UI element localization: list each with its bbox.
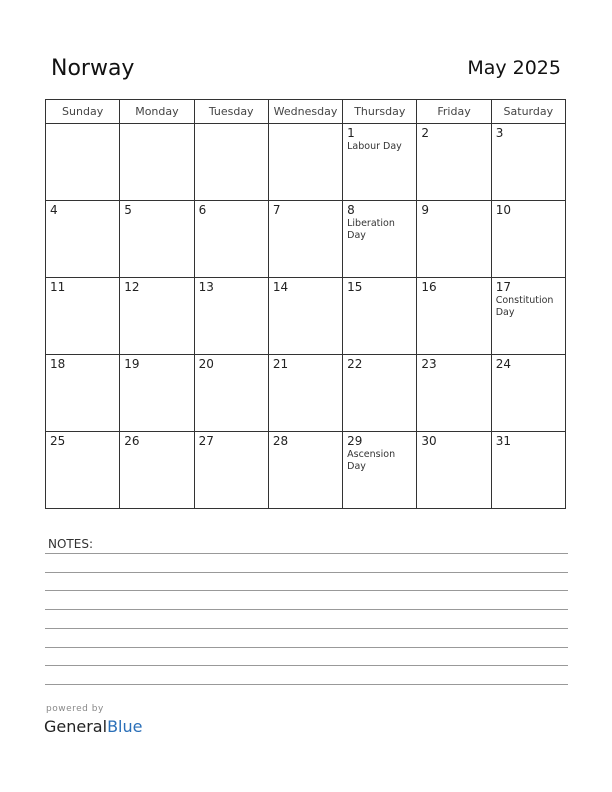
day-number: 27	[198, 434, 214, 448]
brand-logo[interactable]	[44, 717, 142, 736]
day-cell	[417, 124, 491, 201]
day-number: 14	[272, 280, 289, 294]
holiday-label: Constitution Day	[495, 295, 554, 318]
day-cell	[194, 278, 268, 355]
day-number: 11	[50, 280, 66, 294]
notes-line	[45, 684, 568, 685]
day-cell	[46, 201, 120, 278]
weekday-monday: Monday	[120, 100, 194, 124]
brand-blue: Blue	[107, 717, 143, 736]
weekday-sunday: Sunday	[46, 100, 120, 124]
day-cell	[417, 355, 491, 432]
day-cell	[491, 124, 565, 201]
day-number: 29	[347, 434, 363, 448]
day-cell	[194, 201, 268, 278]
weekday-thursday: Thursday	[343, 100, 417, 124]
day-cell	[491, 432, 565, 509]
notes-line	[45, 553, 568, 554]
day-cell	[343, 278, 417, 355]
day-number: 10	[495, 203, 511, 217]
notes-line	[45, 609, 568, 610]
day-cell	[268, 124, 342, 201]
day-cell	[194, 124, 268, 201]
day-cell	[491, 201, 565, 278]
day-number: 2	[421, 126, 430, 140]
day-number: 6	[198, 203, 207, 217]
day-number: 8	[347, 203, 355, 217]
day-number: 15	[347, 280, 363, 294]
day-cell	[46, 355, 120, 432]
day-number: 19	[124, 357, 140, 371]
week-row	[46, 355, 566, 432]
day-number: 18	[50, 357, 66, 371]
day-number: 7	[272, 203, 281, 217]
notes-line	[45, 665, 568, 666]
day-cell	[268, 278, 342, 355]
day-number: 13	[198, 280, 214, 294]
day-cell	[417, 432, 491, 509]
day-cell	[194, 432, 268, 509]
day-cell	[120, 201, 194, 278]
country-title: Norway	[51, 56, 135, 81]
weekday-tuesday: Tuesday	[194, 100, 268, 124]
day-number: 25	[50, 434, 66, 448]
day-number: 31	[495, 434, 511, 448]
day-cell	[268, 432, 342, 509]
day-cell	[343, 432, 417, 509]
day-cell	[194, 355, 268, 432]
holiday-label: Liberation Day	[347, 218, 395, 241]
day-number: 1	[347, 126, 355, 140]
day-number: 4	[50, 203, 58, 217]
notes-line	[45, 628, 568, 629]
month-year-title: May 2025	[467, 57, 561, 79]
week-row	[46, 278, 566, 355]
day-number: 23	[421, 357, 437, 371]
notes-line	[45, 590, 568, 591]
weekday-saturday: Saturday	[491, 100, 565, 124]
day-number: 17	[495, 280, 511, 294]
day-number: 30	[421, 434, 437, 448]
day-number: 26	[124, 434, 140, 448]
day-number: 24	[495, 357, 511, 371]
day-number: 3	[495, 126, 504, 140]
notes-label: NOTES:	[48, 537, 93, 551]
day-cell	[491, 355, 565, 432]
day-number: 16	[421, 280, 437, 294]
powered-by-text: powered by	[46, 704, 104, 714]
day-number: 20	[198, 357, 214, 371]
week-row	[46, 432, 566, 509]
weekday-wednesday: Wednesday	[268, 100, 342, 124]
holiday-label: Labour Day	[347, 141, 402, 152]
day-cell	[46, 278, 120, 355]
weekday-header-row	[46, 100, 566, 124]
day-cell	[46, 432, 120, 509]
day-number: 28	[272, 434, 289, 448]
day-cell	[343, 201, 417, 278]
weekday-friday: Friday	[417, 100, 491, 124]
day-cell	[417, 201, 491, 278]
day-cell	[343, 124, 417, 201]
calendar-grid	[45, 99, 566, 509]
day-cell	[268, 201, 342, 278]
day-number: 21	[272, 357, 289, 371]
notes-line	[45, 572, 568, 573]
day-cell	[120, 432, 194, 509]
day-number: 12	[124, 280, 140, 294]
day-number: 22	[347, 357, 363, 371]
day-cell	[417, 278, 491, 355]
day-cell	[343, 355, 417, 432]
day-cell	[491, 278, 565, 355]
day-cell	[120, 355, 194, 432]
brand-general: General	[44, 717, 108, 736]
day-cell	[120, 278, 194, 355]
week-row	[46, 124, 566, 201]
day-number: 9	[421, 203, 430, 217]
week-row	[46, 201, 566, 278]
day-cell	[120, 124, 194, 201]
day-number: 5	[124, 203, 132, 217]
holiday-label: Ascension Day	[347, 449, 396, 472]
day-cell	[46, 124, 120, 201]
day-cell	[268, 355, 342, 432]
notes-line	[45, 647, 568, 648]
